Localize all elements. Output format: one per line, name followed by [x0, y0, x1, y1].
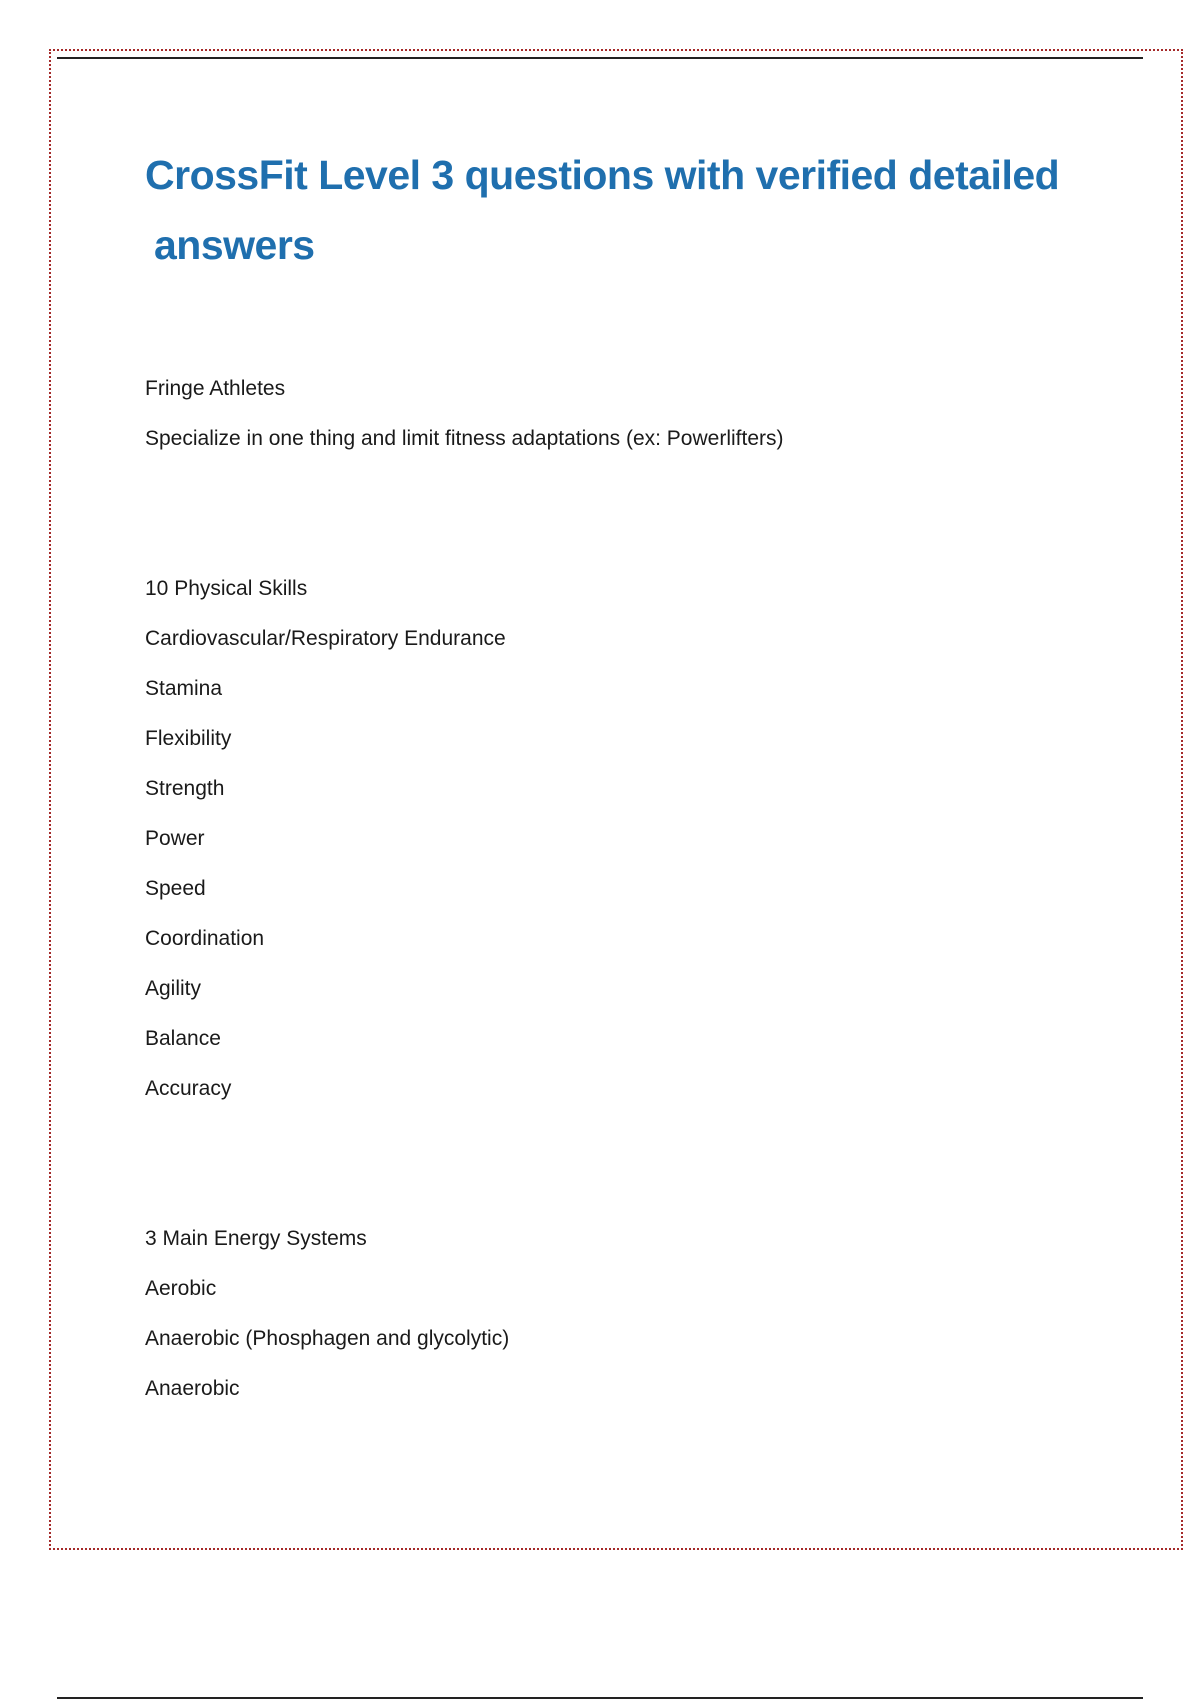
section-term: 10 Physical Skills [145, 577, 308, 600]
document-body [145, 140, 1105, 1427]
section-answer: Stamina [145, 677, 223, 700]
section-answer: Aerobic [145, 1277, 217, 1300]
title-line-1: CrossFit Level 3 questions with verified detailed [145, 152, 1060, 198]
qa-sections [145, 377, 1105, 1427]
section-term: Fringe Athletes [145, 377, 286, 400]
section-answer: Agility [145, 977, 202, 1000]
section-answer: Accuracy [145, 1077, 232, 1100]
section-term: 3 Main Energy Systems [145, 1227, 367, 1250]
qa-section-fringe-athletes [145, 377, 1105, 477]
section-answer: Cardiovascular/Respiratory Endurance [145, 627, 506, 650]
section-answer: Strength [145, 777, 225, 800]
qa-section-energy-systems [145, 1227, 1105, 1427]
title-line-2: answers [154, 222, 315, 268]
document-title [145, 140, 1105, 280]
qa-section-physical-skills [145, 577, 1105, 1127]
section-answer: Speed [145, 877, 206, 900]
section-answer: Power [145, 827, 205, 850]
footer-rule [57, 1697, 1143, 1699]
section-answer: Flexibility [145, 727, 232, 750]
section-answer: Coordination [145, 927, 265, 950]
header-rule [57, 57, 1143, 59]
section-answer: Anaerobic [145, 1377, 240, 1400]
section-answer: Anaerobic (Phosphagen and glycolytic) [145, 1327, 510, 1350]
section-answer: Balance [145, 1027, 221, 1050]
section-answer: Specialize in one thing and limit fitness adaptations (ex: Powerlifters) [145, 427, 784, 450]
